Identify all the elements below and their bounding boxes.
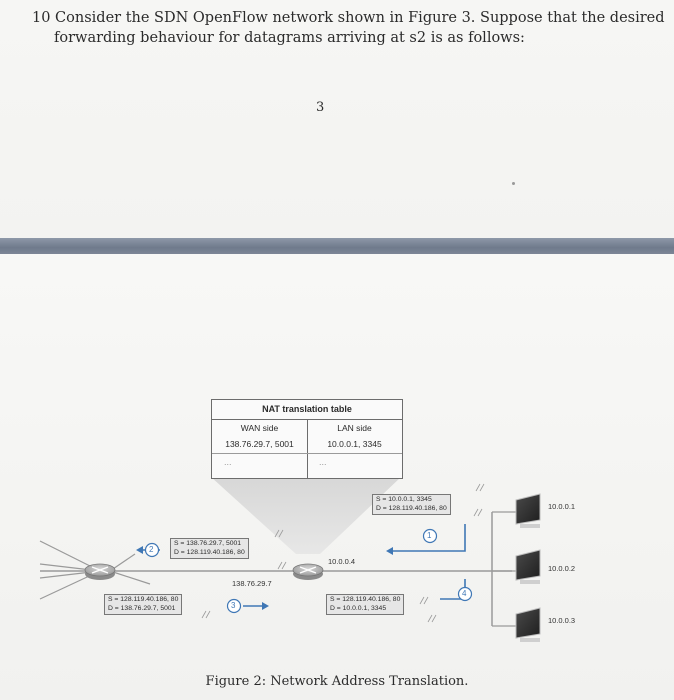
step-3-label: 3 — [231, 601, 236, 610]
nat-lan-header: LAN side — [337, 423, 372, 433]
question-text-line-1: 10 Consider the SDN OpenFlow network shown in Figure 3. Suppose that the desired — [32, 10, 665, 26]
figure-caption: Figure 2: Network Address Translation. — [205, 674, 469, 689]
nat-wan-header: WAN side — [240, 423, 279, 433]
router-wan-address: 138.76.29.7 — [232, 579, 272, 588]
paper-speck — [512, 182, 515, 185]
packet-3-source: S = 128.119.40.186, 80 — [108, 596, 179, 603]
question-page — [0, 0, 674, 238]
packet-3 — [104, 594, 182, 615]
nat-router — [293, 564, 323, 580]
nat-lan-ellipsis: ... — [319, 457, 327, 467]
nat-lan-value: 10.0.0.1, 3345 — [327, 439, 382, 449]
page-number: 3 — [316, 100, 325, 115]
host-10-0-0-1 — [516, 494, 540, 528]
packet-2-destination: D = 128.119.40.186, 80 — [174, 548, 245, 556]
host-3-address: 10.0.0.3 — [548, 616, 576, 625]
internet-router — [85, 564, 115, 580]
host-10-0-0-2 — [516, 550, 540, 584]
packet-2-source: S = 138.76.29.7, 5001 — [174, 540, 242, 547]
figure-page — [0, 254, 674, 700]
host-1-address: 10.0.0.1 — [548, 502, 576, 511]
packet-2 — [170, 538, 249, 559]
nat-translation-table — [211, 399, 403, 479]
packet-1-destination: D = 128.119.40.186, 80 — [376, 504, 447, 512]
packet-1 — [372, 494, 451, 515]
host-10-0-0-3 — [516, 608, 540, 642]
host-2-address: 10.0.0.2 — [548, 564, 576, 573]
nat-wan-ellipsis: ... — [224, 457, 232, 467]
packet-4-source: S = 128.119.40.186, 80 — [330, 596, 401, 603]
step-2-label: 2 — [149, 545, 154, 554]
page-divider — [0, 238, 674, 254]
step-1-label: 1 — [427, 531, 432, 540]
packet-4 — [326, 594, 404, 615]
packet-1-source: S = 10.0.0.1, 3345 — [376, 496, 432, 503]
nat-wan-value: 138.76.29.7, 5001 — [225, 439, 294, 449]
step-4-label: 4 — [462, 589, 467, 598]
question-text-line-2: forwarding behaviour for datagrams arriving at s2 is as follows: — [54, 30, 525, 46]
nat-table-title: NAT translation table — [262, 404, 352, 414]
packet-3-destination: D = 138.76.29.7, 5001 — [108, 604, 176, 612]
router-lan-address: 10.0.0.4 — [328, 557, 356, 566]
packet-4-destination: D = 10.0.0.1, 3345 — [330, 604, 387, 612]
